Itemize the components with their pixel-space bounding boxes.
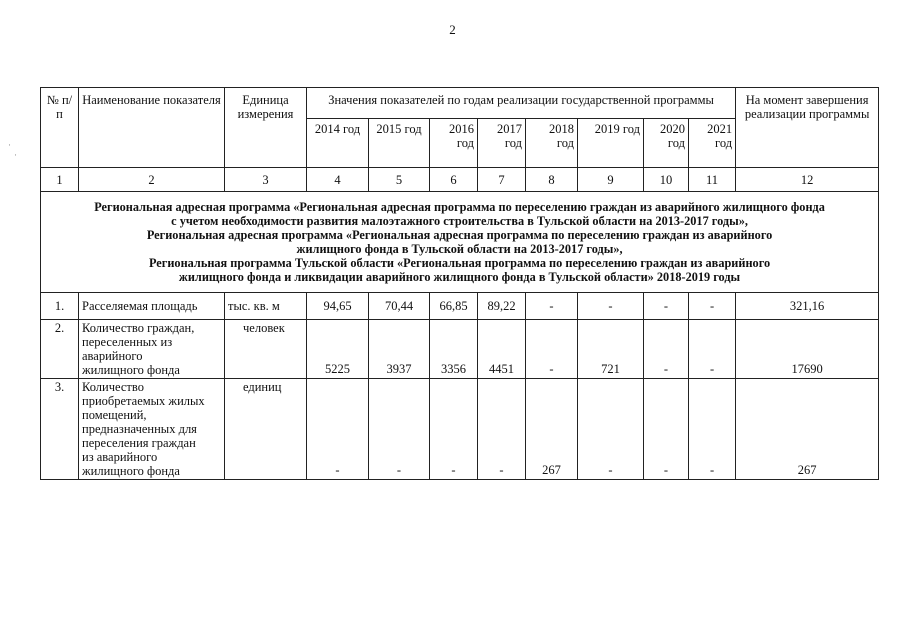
column-number: 6 — [430, 168, 478, 192]
row-value: 3356 — [430, 320, 478, 379]
row-value: 267 — [526, 379, 578, 480]
row-value: 94,65 — [307, 293, 369, 320]
row-name-line: Количество — [82, 380, 144, 394]
column-number: 1 — [41, 168, 79, 192]
row-value: - — [526, 293, 578, 320]
row-value: 4451 — [478, 320, 526, 379]
row-name: Расселяемая площадь — [79, 293, 225, 320]
column-number: 2 — [79, 168, 225, 192]
scan-mark: · — [8, 140, 11, 150]
section-title-line: Региональная адресная программа «Региональная адресная программа по переселению граждан из аварийного — [146, 228, 773, 242]
row-value: - — [689, 293, 736, 320]
column-number: 11 — [689, 168, 736, 192]
row-value: 3937 — [369, 320, 430, 379]
section-title-line: жилищного фонда и ликвидации аварийного жилищного фонда в Тульской области» 2018-2019 годы — [178, 270, 741, 284]
row-final-value: 17690 — [736, 320, 879, 379]
header-name: Наименование показателя — [79, 88, 225, 168]
column-number-row — [41, 168, 879, 192]
indicators-table — [40, 87, 879, 480]
row-value: - — [430, 379, 478, 480]
scan-mark: · — [14, 150, 17, 160]
header-year: 2016 год — [430, 119, 478, 168]
row-name — [79, 320, 225, 379]
row-name-line: переселения граждан — [82, 436, 196, 450]
row-value: - — [644, 293, 689, 320]
row-value: - — [369, 379, 430, 480]
row-value: 89,22 — [478, 293, 526, 320]
row-name — [79, 379, 225, 480]
table-row — [41, 293, 879, 320]
row-number: 2. — [41, 320, 79, 379]
table-row — [41, 379, 879, 480]
row-final-value: 267 — [736, 379, 879, 480]
header-year: 2014 год — [307, 119, 369, 168]
row-number: 3. — [41, 379, 79, 480]
row-name-line: жилищного фонда — [82, 363, 180, 377]
row-name-line: предназначенных для — [82, 422, 197, 436]
row-name-line: аварийного — [82, 349, 143, 363]
column-number: 4 — [307, 168, 369, 192]
row-value: - — [644, 320, 689, 379]
row-name-line: приобретаемых жилых — [82, 394, 205, 408]
row-value: - — [689, 379, 736, 480]
row-name-line: жилищного фонда — [82, 464, 180, 478]
row-name-line: переселенных из — [82, 335, 173, 349]
header-num: № п/п — [41, 88, 79, 168]
row-value: - — [644, 379, 689, 480]
section-title — [41, 192, 879, 293]
row-value: 70,44 — [369, 293, 430, 320]
row-value: - — [578, 379, 644, 480]
row-value: - — [689, 320, 736, 379]
header-years-group: Значения показателей по годам реализации государственной программы — [307, 88, 736, 119]
column-number: 5 — [369, 168, 430, 192]
header-unit: Единица измерения — [225, 88, 307, 168]
row-value: - — [478, 379, 526, 480]
row-unit: человек — [225, 320, 307, 379]
section-title-line: с учетом необходимости развития малоэтажного строительства в Тульской области на 2013-2017 годы», — [171, 214, 748, 228]
row-final-value: 321,16 — [736, 293, 879, 320]
header-final: На момент завершения реализации программы — [736, 88, 879, 168]
row-name-line: помещений, — [82, 408, 147, 422]
row-value: - — [578, 293, 644, 320]
table-row — [41, 320, 879, 379]
column-number: 10 — [644, 168, 689, 192]
header-year: 2021 год — [689, 119, 736, 168]
section-title-line: Региональная адресная программа «Региональная адресная программа по переселению граждан из аварийного жилищного фонда — [94, 200, 825, 214]
section-title-line: Региональная программа Тульской области «Региональная программа по переселению граждан из аварийного — [148, 256, 771, 270]
header-year: 2018 год — [526, 119, 578, 168]
column-number: 7 — [478, 168, 526, 192]
header-year: 2019 год — [578, 119, 644, 168]
header-row — [41, 88, 879, 119]
row-value: 5225 — [307, 320, 369, 379]
row-unit: тыс. кв. м — [225, 293, 307, 320]
header-year: 2017 год — [478, 119, 526, 168]
row-unit: единиц — [225, 379, 307, 480]
section-title-line: жилищного фонда в Тульской области на 2013-2017 годы», — [296, 242, 623, 256]
column-number: 9 — [578, 168, 644, 192]
row-value: 721 — [578, 320, 644, 379]
column-number: 8 — [526, 168, 578, 192]
row-value: 66,85 — [430, 293, 478, 320]
column-number: 3 — [225, 168, 307, 192]
row-number: 1. — [41, 293, 79, 320]
page-number: 2 — [449, 22, 456, 37]
row-name-line: из аварийного — [82, 450, 158, 464]
row-value: - — [307, 379, 369, 480]
column-number: 12 — [736, 168, 879, 192]
header-year: 2020 год — [644, 119, 689, 168]
header-year: 2015 год — [369, 119, 430, 168]
row-value: - — [526, 320, 578, 379]
row-name-line: Количество граждан, — [82, 321, 195, 335]
section-title-row — [41, 192, 879, 293]
